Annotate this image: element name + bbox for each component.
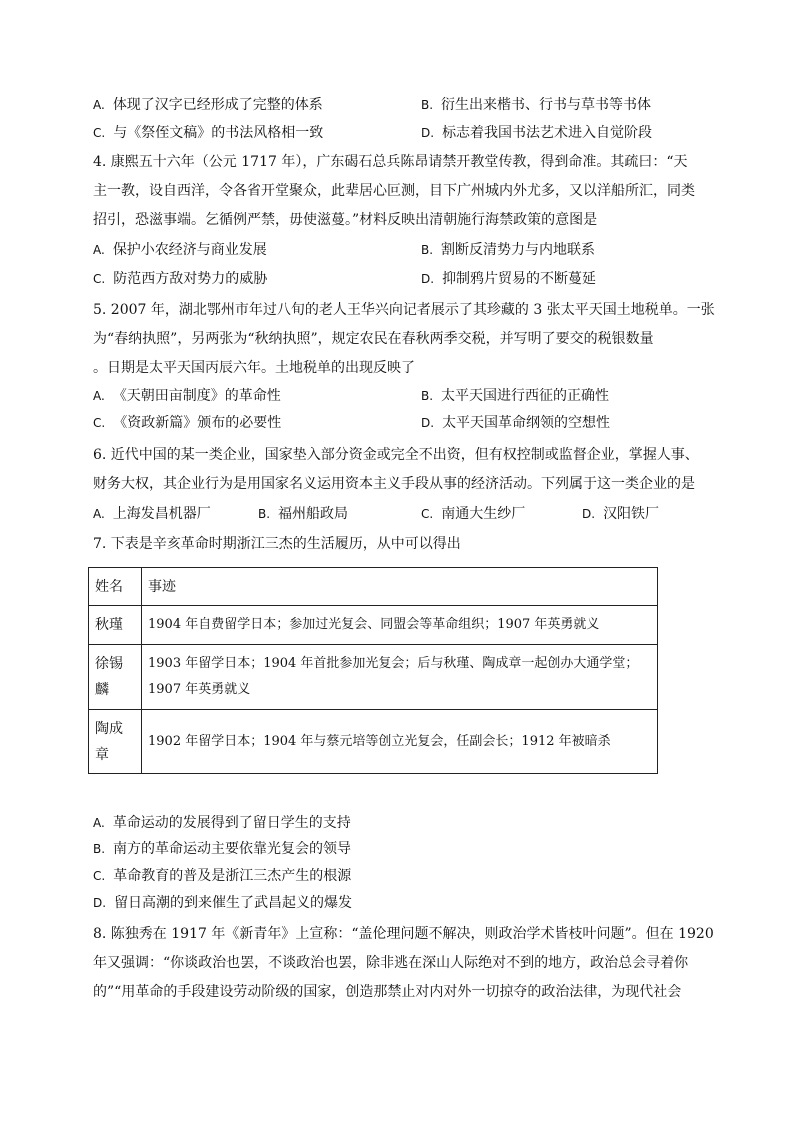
q7-option-d: D. 留日高潮的到来催生了武昌起义的爆发	[93, 895, 353, 911]
table-cell-name: 陶成章	[89, 710, 142, 774]
q5-option-c: C. 《资政新篇》颁布的必要性	[93, 415, 282, 431]
q6-option-d: D. 汉阳铁厂	[582, 506, 660, 522]
q6-option-a: A. 上海发昌机器厂	[93, 506, 211, 522]
table-header-row	[89, 568, 658, 606]
q8-stem: 8. 陈独秀在 1917 年《新青年》上宣称：“盖伦理问题不解决，则政治学术皆枝叶问题”。但在 1920 年又强调：“你谈政治也罢，不谈政治也罢，除非逃在深山人际绝对不到的地方，政治总会寻着你 的”“用革命的手段建设劳动阶级的国家，创造那禁止对内对外一切掠夺的政治法律，为现代社会	[93, 926, 714, 1000]
q6-stem: 6. 近代中国的某一类企业，国家垫入部分资金或完全不出资，但有权控制或监督企业，掌握人事、 财务大权，其企业行为是用国家名义运用资本主义手段从事的经济活动。下列属于这一类企业的是	[93, 447, 699, 492]
q7-option-a: A. 革命运动的发展得到了留日学生的支持	[93, 815, 351, 831]
q5-option-d: D. 太平天国革命纲领的空想性	[421, 415, 611, 431]
table-row	[89, 606, 658, 645]
q5-option-b: B. 太平天国进行西征的正确性	[421, 388, 610, 404]
table-cell-deed: 1904 年自费留学日本；参加过光复会、同盟会等革命组织；1907 年英勇就义	[142, 606, 658, 645]
q7-stem: 7. 下表是辛亥革命时期浙江三杰的生活履历，从中可以得出	[93, 536, 461, 552]
q3-option-b: B. 衍生出来楷书、行书与草书等书体	[421, 97, 652, 113]
q4-option-c: C. 防范西方敌对势力的威胁	[93, 271, 268, 287]
q7-option-c: C. 革命教育的普及是浙江三杰产生的根源	[93, 868, 352, 884]
q7-option-b: B. 南方的革命运动主要依靠光复会的领导	[93, 841, 352, 857]
q5-stem: 5. 2007 年，湖北鄂州市年过八旬的老人王华兴向记者展示了其珍藏的 3 张太平天国土地税单。一张 为“春纳执照”，另两张为“秋纳执照”，规定农民在春秋两季交税，并写明了要交的税银数量 。日期是太平天国丙辰六年。土地税单的出现反映了	[93, 302, 715, 376]
q6-option-c: C. 南通大生纱厂	[421, 506, 526, 522]
table-cell-name: 秋瑾	[89, 606, 142, 645]
table-cell-deed: 1903 年留学日本；1904 年首批参加光复会；后与秋瑾、陶成章一起创办大通学堂；1907 年英勇就义	[142, 645, 658, 710]
q4-option-a: A. 保护小农经济与商业发展	[93, 242, 267, 258]
table-header-name: 姓名	[89, 568, 142, 606]
q7-table	[88, 567, 658, 774]
q3-option-d: D. 标志着我国书法艺术进入自觉阶段	[421, 125, 653, 141]
table-header-deed: 事迹	[142, 568, 658, 606]
table-cell-name: 徐锡麟	[89, 645, 142, 710]
table-row	[89, 645, 658, 710]
q5-option-a: A. 《天朝田亩制度》的革命性	[93, 388, 281, 404]
q3-option-c: C. 与《祭侄文稿》的书法风格相一致	[93, 125, 324, 141]
q4-option-d: D. 抑制鸦片贸易的不断蔓延	[421, 271, 597, 287]
q4-option-b: B. 割断反清势力与内地联系	[421, 242, 596, 258]
q3-option-a: A. 体现了汉字已经形成了完整的体系	[93, 97, 323, 113]
q6-option-b: B. 福州船政局	[258, 506, 349, 522]
table-cell-deed: 1902 年留学日本；1904 年与蔡元培等创立光复会，任副会长；1912 年被暗杀	[142, 710, 658, 774]
table-row	[89, 710, 658, 774]
q4-stem: 4. 康熙五十六年（公元 1717 年），广东碣石总兵陈昂请禁开教堂传教，得到命准。其疏曰：“天 主一教，设自西洋，令各省开堂聚众，此辈居心叵测，目下广州城内外尤多，又以洋船所汇，同类 招引，恐滋事端。乞循例严禁，毋使滋蔓。”材料反映出清朝施行海禁政策的意图是	[93, 154, 695, 228]
